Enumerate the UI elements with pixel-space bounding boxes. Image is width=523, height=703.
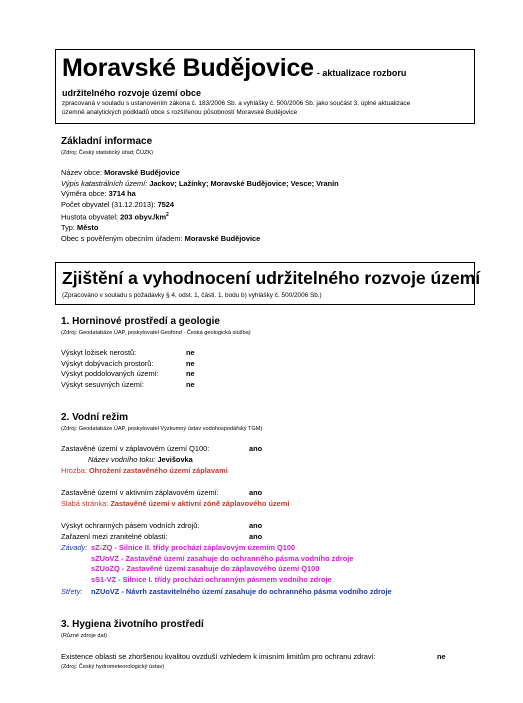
defect-item: sZUoVZ - Zastavěné území zasahuje do ochranného pásma vodního zdroje [91,553,354,563]
water-active-value: ano [249,488,263,497]
defect-item: sZ-ZQ - Silnice II. třídy prochází záplavovým územím Q100 [91,543,296,552]
water-active-label: Zastavěné území v aktivním záplavovém území: [61,488,219,497]
title-line2: udržitelného rozvoje území obce [62,88,202,98]
hygiene-source: (Různé zdroje dat) [61,633,108,639]
hygiene-heading: 3. Hygiena životního prostředí [61,619,204,630]
geology-row: Výskyt dobývacích prostorů: ne [61,358,195,368]
defect-item: sS1-VZ - Silnice I. třídy prochází ochranným pásmem vodního zdroje [91,574,332,584]
defects-label: Závady: [61,543,88,552]
basic-row-area: Výměra obce: 3714 ha [61,189,136,199]
water-weakness: Slabá stránka: Zastavěné území v aktivní zóně záplavového území [61,499,290,508]
water-q100-label: Zastavěné území v záplavovém území Q100: [61,444,210,453]
basic-info-list [61,168,339,245]
basic-row-authority: Obec s pověřeným obecním úřadem: Moravské Budějovice [61,234,261,244]
basic-row-population: Počet obyvatel (31.12.2013): 7524 [61,199,175,209]
geology-source: (Zdroj: Geodatabáze ÚAP, poskytovatel Geofond - Česká geologická služba) [61,330,251,336]
conflicts-label: Střety: [61,587,83,596]
air-quality-label: Existence oblasti se zhoršenou kvalitou ovzduší vzhledem k imisním limitům pro ochranu zdraví: [61,652,376,661]
basic-row-type: Typ: Město [61,223,99,233]
conflict-item: nZUoVZ - Návrh zastavitelného území zasahuje do ochranného pásma vodního zdroje [91,587,392,596]
header-note-2: územně analytických podkladů obce s rozšířenou působností Moravské Budějovice [62,109,298,116]
water-stream: Název vodního toku: Jevišovka [88,455,193,464]
section-title: Zjištění a vyhodnocení udržitelného rozvoje území [62,268,481,288]
geology-row: Výskyt sesuvných území: ne [61,379,195,389]
air-quality-value: ne [437,652,446,661]
water-protect-label: Výskyt ochranných pásem vodních zdrojů: [61,521,200,530]
section-subtitle: (Zpracováno v souladu s požadavky § 4, odst. 1, části. 1. bodu b) vyhlášky č. 500/2006 Sb.) [62,292,322,299]
title-suffix: - aktualizace rozboru [316,68,407,78]
section-box [55,262,481,305]
basic-row-density: Hustota obyvatel: 203 $obyv./km^2$ [61,212,169,222]
water-q100-value: ano [249,444,263,453]
basic-info-heading: Základní informace [61,136,153,147]
geology-row: Výskyt ložisek nerostů: ne [61,348,195,357]
defect-item: sZUoZQ - Zastavěné území zasahuje do záplavového území Q100 [91,564,320,574]
water-source: (Zdroj: Geodatabáze ÚAP, poskytovatel Výzkumný ústav vodohospodářský TGM) [61,426,263,432]
header-box [55,49,475,124]
header-note-1: zpracovaná v souladu s ustanovením zákona č. 183/2006 Sb. a vyhlášky č. 500/2006 Sb. jako součást 3. úplné aktualizace [62,100,411,107]
water-protect-value: ano [249,521,263,530]
defects-list [91,543,353,585]
geology-row: Výskyt poddolovaných území: ne [61,369,195,379]
water-threat: Hrozba: Ohrožení zastavěného území záplavami [61,466,228,475]
water-vuln-value: ano [249,532,263,541]
municipality-title: Moravské Budějovice [62,54,314,82]
basic-row-cadastre: Výpis katastrálních území: Jackov; Lažínky; Moravské Budějovice; Vesce; Vranín [61,178,339,188]
basic-row-name: Název obce: Moravské Budějovice [61,168,180,177]
basic-info-source: (Zdroj: Český statistický úřad; ČÚZK) [61,150,154,156]
water-vuln-label: Zařazení mezi zranitelné oblasti: [61,532,168,541]
air-quality-source: (Zdroj: Český hydrometeorologický ústav) [61,664,165,670]
geology-heading: 1. Horninové prostředí a geologie [61,316,220,327]
geology-list [61,348,195,390]
water-heading: 2. Vodní režim [61,412,129,423]
